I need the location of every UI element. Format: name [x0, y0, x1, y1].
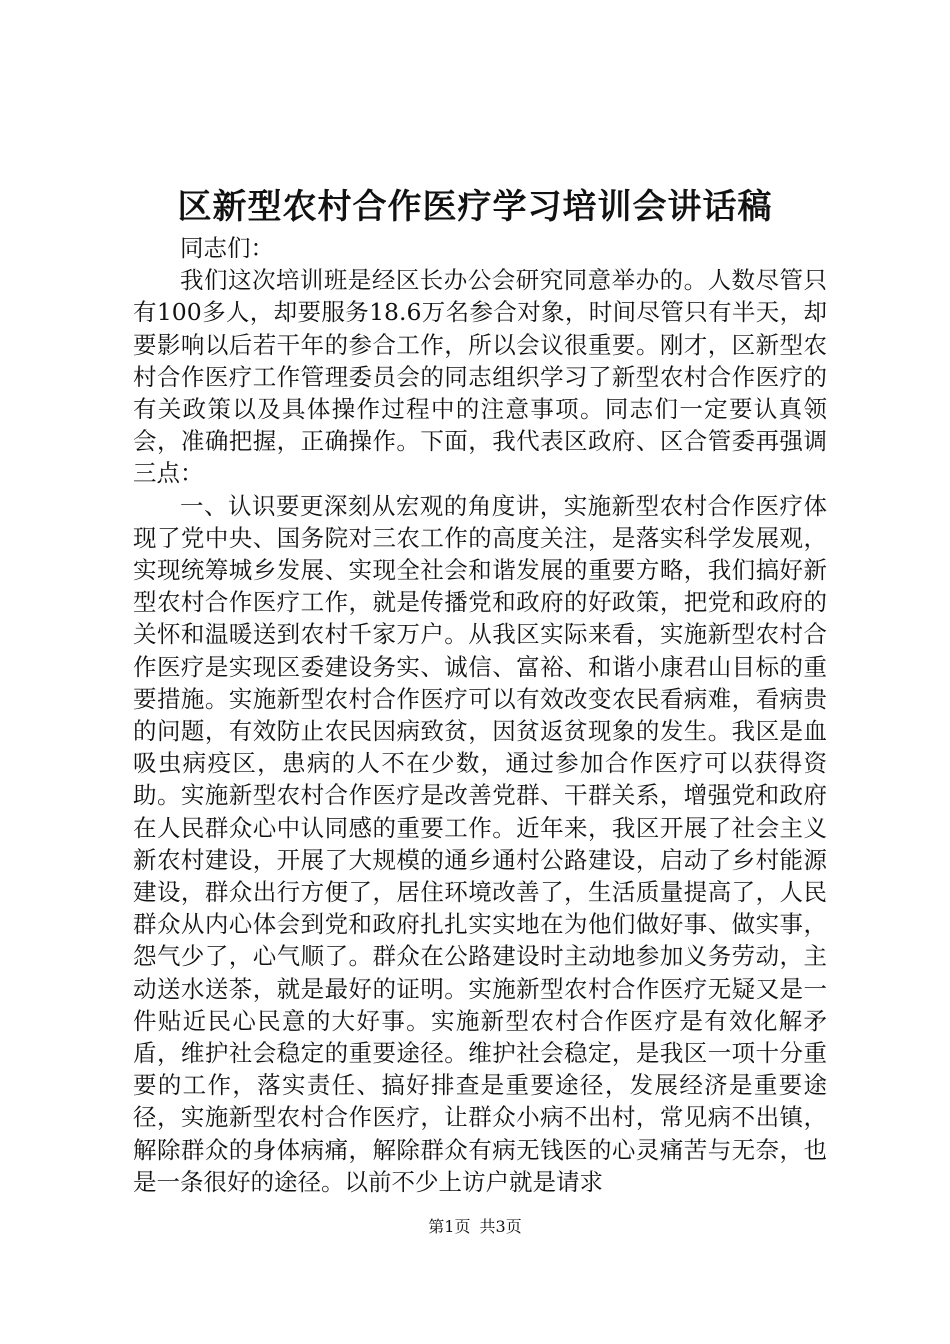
greeting-paragraph: 同志们：	[180, 234, 274, 262]
body-paragraph: 一、认识要更深刻从宏观的角度讲，实施新型农村合作医疗体现了党中央、国务院对三农工作的高度关注，是落实科学发展观，实现统筹城乡发展、实现全社会和谐发展的重要方略，我们搞好新型农村合作医疗工作，就是传播党和政府的好政策，把党和政府的关怀和温暖送到农村千家万户。从我区实际来看，实施新型农村合作医疗是实现区委建设务实、诚信、富裕、和谐小康君山目标的重要措施。实施新型农村合作医疗可以有效改变农民看病难，看病贵的问题，有效防止农民因病致贫，因贫返贫现象的发生。我区是血吸虫病疫区，患病的人不在少数，通过参加合作医疗可以获得资助。实施新型农村合作医疗是改善党群、干群关系，增强党和政府在人民群众心中认同感的重要工作。近年来，我区开展了社会主义新农村建设，开展了大规模的通乡通村公路建设，启动了乡村能源建设，群众出行方便了，居住环境改善了，生活质量提高了，人民群众从内心体会到党和政府扎扎实实地在为他们做好事、做实事，怨气少了，心气顺了。群众在公路建设时主动地参加义务劳动，主动送水送茶，就是最好的证明。实施新型农村合作医疗无疑又是一件贴近民心民意的大好事。实施新型农村合作医疗是有效化解矛盾，维护社会稳定的重要途径。维护社会稳定，是我区一项十分重要的工作，落实责任、搞好排查是重要途径，发展经济是重要途径，实施新型农村合作医疗，让群众小病不出村，常见病不出镇，解除群众的身体病痛，解除群众有病无钱医的心灵痛苦与无奈，也是一条很好的途径。以前不少上访户就是请求	[133, 491, 827, 1196]
page-footer	[0, 1216, 950, 1238]
document-body	[133, 232, 827, 1198]
page-total: 共3页	[479, 1217, 522, 1236]
document-title: 区新型农村合作医疗学习培训会讲话稿	[177, 187, 773, 227]
body-paragraph: 我们这次培训班是经区长办公会研究同意举办的。人数尽管只有100多人，却要服务18.6万名参合对象，时间尽管只有半天，却要影响以后若干年的参合工作，所以会议很重要。刚才，区新型农村合作医疗工作管理委员会的同志组织学习了新型农村合作医疗的有关政策以及具体操作过程中的注意事项。同志们一定要认真领会，准确把握，正确操作。下面，我代表区政府、区合管委再强调三点：	[133, 266, 827, 488]
page-number: 第1页	[428, 1217, 471, 1236]
